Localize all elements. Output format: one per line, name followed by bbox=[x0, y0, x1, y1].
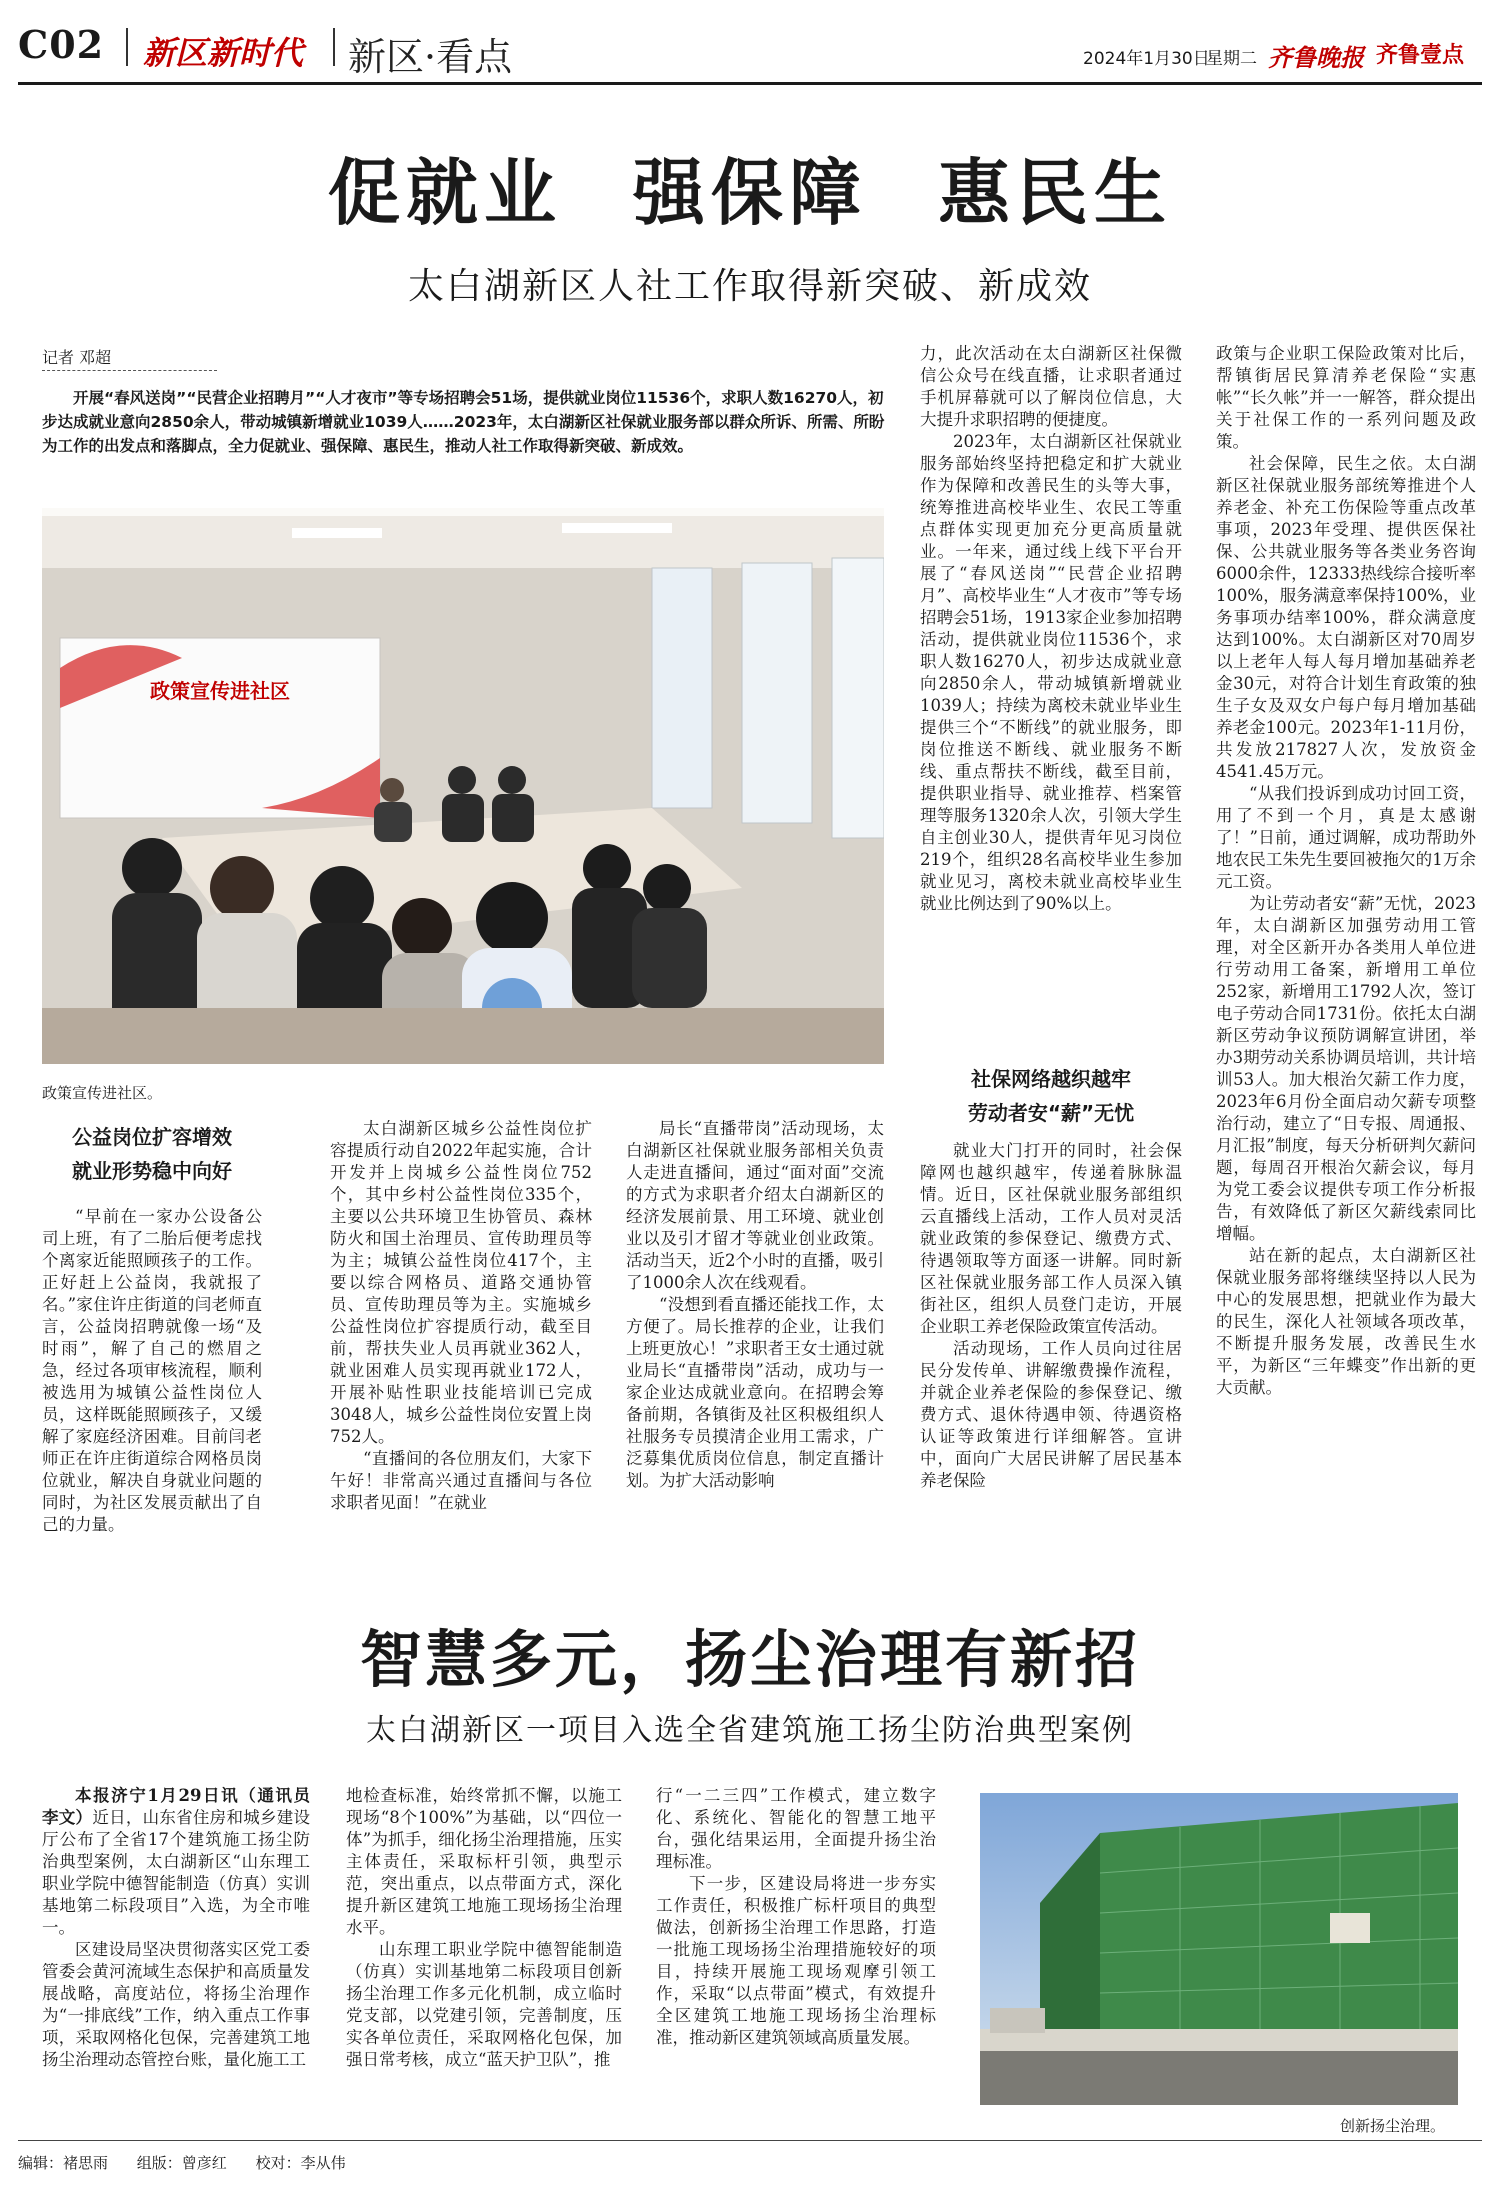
paper-name-logo: 齐鲁晚报 bbox=[1268, 43, 1364, 72]
article-paragraph: 下一步，区建设局将进一步夯实工作责任，积极推广标杆项目的典型做法，创新扬尘治理工作思路，打造一批施工现场扬尘治理措施较好的项目，持续开展施工现场观摩引领工作，采取“以点带面”模式，有效提升全区建筑工地施工现场扬尘治理标准，推动新区建筑领域高质量发展。 bbox=[656, 1874, 936, 2047]
article-paragraph: 为让劳动者安“薪”无忧，2023年，太白湖新区加强劳动用工管理，对全区新开办各类用人单位进行劳动用工备案，新增用工单位252家，新增用工1792人次，签订电子劳动合同1731份。依托太白湖新区劳动争议预防调解宣讲团，举办3期劳动关系协调员培训，共计培训53人。加大根治欠薪工作力度，2023年6月份全面启动欠薪专项整治行动，建立了“日专报、周通报、月汇报”制度，每天分析研判欠薪问题，每周召开根治欠薪会议，每月为党工委会议提供专项工作分析报告，有效降低了新区欠薪线索同比增幅。 bbox=[1216, 894, 1476, 1243]
story2-subheadline: 太白湖新区一项目入选全省建筑施工扬尘防治典型案例 bbox=[366, 1713, 1134, 1748]
article-paragraph: 太白湖新区城乡公益性岗位扩容提质行动自2022年起实施，合计开发并上岗城乡公益性岗位752个，其中乡村公益性岗位335个，主要以公共环境卫生协管员、森林防火和国土治理员、宣传助理员等为主；城镇公益性岗位417个，主要以综合网格员、道路交通协管员、宣传助理员等为主。实施城乡公益性岗位扩容提质行动，截至目前，帮扶失业人员再就业362人，就业困难人员实现再就业172人，开展补贴性职业技能培训已完成3048人，城乡公益性岗位安置上岗752人。 bbox=[330, 1119, 592, 1446]
article-paragraph: 站在新的起点，太白湖新区社保就业服务部将继续坚持以人民为中心的发展思想，把就业作为最大的民生，深化人社领域各项改革，不断提升服务发展，改善民生水平，为新区“三年蝶变”作出新的更大贡献。 bbox=[1216, 1246, 1476, 1397]
dateline: 本报济宁1月29日讯（通讯员 李文） bbox=[42, 1786, 310, 1827]
construction-photo-illustration bbox=[980, 1793, 1458, 2105]
article-paragraph: 就业大门打开的同时，社会保障网也越织越牢，传递着脉脉温情。近日，区社保就业服务部组织云直播线上活动，工作人员对灵活就业政策的参保登记、缴费方式、待遇领取等方面逐一讲解。同时新区社保就业服务部工作人员深入镇街社区，组织人员登门走访，开展企业职工养老保险政策宣传活动。 bbox=[920, 1141, 1182, 1336]
section-title: 新区·看点 bbox=[348, 35, 513, 79]
screen-banner-text: 政策宣传进社区 bbox=[150, 679, 290, 703]
article-paragraph: 力，此次活动在太白湖新区社保微信公众号在线直播，让求职者通过手机屏幕就可以了解岗位信息，大大提升求职招聘的便捷度。 bbox=[920, 344, 1182, 429]
layout-credit: 组版：曾彦红 bbox=[136, 2154, 227, 2172]
construction-photo bbox=[980, 1793, 1458, 2105]
article-paragraph: 行“一二三四”工作模式，建立数字化、系统化、智能化的智慧工地平台，强化结果运用，全面提升扬尘治理标准。 bbox=[656, 1786, 936, 1871]
article-column bbox=[920, 1140, 1182, 1570]
article-column bbox=[42, 1785, 310, 2130]
subhead-line: 社保网络越织越牢 bbox=[971, 1067, 1131, 1091]
masthead-rule bbox=[18, 82, 1482, 85]
article-column bbox=[330, 1118, 592, 1568]
footer-rule bbox=[18, 2140, 1482, 2141]
subhead-line: 就业形势稳中向好 bbox=[72, 1159, 232, 1183]
article-paragraph: 社会保障，民生之依。太白湖新区社保就业服务部统筹推进个人养老金、补充工伤保险等重点改革事项，2023年受理、提供医保社保、公共就业服务等各类业务咨询6000余件，12333热线综合接听率100%，服务满意率保持100%，业务事项办结率100%，群众满意度达到100%。太白湖新区对70周岁以上老年人每人每月增加基础养老金30元，对符合计划生育政策的独生子女及双女户每户每月增加基础养老金100元。2023年1-11月份，共发放217827人次，发放资金4541.45万元。 bbox=[1216, 454, 1476, 781]
article-paragraph: 山东理工职业学院中德智能制造（仿真）实训基地第二标段项目创新扬尘治理工作多元化机制，成立临时党支部，以党建引领，完善制度，压实各单位责任，采取网格化包保，加强日常考核，成立“蓝天护卫队”，推 bbox=[346, 1940, 622, 2069]
article-column bbox=[1216, 343, 1476, 1571]
issue-date: 2024年1月30日 bbox=[1083, 49, 1210, 69]
article-text: 近日，山东省住房和城乡建设厅公布了全省17个建筑施工扬尘防治典型案例，太白湖新区“山东理工职业学院中德智能制造（仿真）实训基地第二标段项目”入选，为全市唯一。 bbox=[42, 1808, 310, 1937]
article-paragraph: “从我们投诉到成功讨回工资，用了不到一个月，真是太感谢了！”日前，通过调解，成功帮助外地农民工朱先生要回被拖欠的1万余元工资。 bbox=[1216, 784, 1476, 891]
subhead-line: 劳动者安“薪”无忧 bbox=[967, 1101, 1135, 1125]
section-subhead bbox=[42, 1120, 262, 1188]
section-subhead bbox=[920, 1062, 1182, 1130]
subhead-line: 公益岗位扩容增效 bbox=[72, 1125, 232, 1149]
photo-caption: 政策宣传进社区。 bbox=[42, 1084, 163, 1102]
article-column bbox=[920, 343, 1182, 1051]
article-paragraph bbox=[42, 1785, 310, 1939]
editor-credit: 编辑：褚思雨 bbox=[18, 2154, 109, 2172]
meeting-photo bbox=[42, 508, 884, 1064]
reporter-byline: 记者 邓超 bbox=[42, 348, 112, 367]
construction-photo-caption: 创新扬尘治理。 bbox=[1340, 2117, 1446, 2135]
masthead-divider bbox=[126, 28, 128, 66]
page-number: C02 bbox=[18, 22, 105, 67]
article-paragraph: “没想到看直播还能找工作，太方便了。局长推荐的企业，让我们上班更放心！”求职者王女士通过就业局长“直播带岗”活动，成功与一家企业达成就业意向。在招聘会筹备前期，各镇街及社区积极组织人社服务专员摸清企业用工需求，广泛募集优质岗位信息，制定直播计划。为扩大活动影响 bbox=[626, 1295, 884, 1490]
article-paragraph: 区建设局坚决贯彻落实区党工委管委会黄河流域生态保护和高质量发展战略，高度站位，将扬尘治理作为“一排底线”工作，纳入重点工作事项，采取网格化包保，完善建筑工地扬尘治理动态管控台账，量化施工工 bbox=[42, 1940, 310, 2069]
paper-logo: 新区新时代 bbox=[143, 34, 304, 72]
article-paragraph: “早前在一家办公设备公司上班，有了二胎后便考虑找个离家近能照顾孩子的工作。正好赶上公益岗，我就报了名。”家住许庄街道的闫老师直言，公益岗招聘就像一场“及时雨”，解了自己的燃眉之急，经过各项审核流程，顺利被选用为城镇公益性岗位人员，这样既能照顾孩子，又缓解了家庭经济困难。目前闫老师正在许庄街道综合网格员岗位就业，解决自身就业问题的同时，为社区发展贡献出了自己的力量。 bbox=[42, 1207, 262, 1534]
proofreader-credit: 校对：李从伟 bbox=[255, 2154, 346, 2172]
story1-lead: 开展“春风送岗”“民营企业招聘月”“人才夜市”等专场招聘会51场，提供就业岗位11536个，求职人数16270人，初步达成就业意向2850余人，带动城镇新增就业1039人……2023年，太白湖新区社保就业服务部以群众所诉、所需、所盼为工作的出发点和落脚点，全力促就业、强保障、惠民生，推动人社工作取得新突破、新成效。 bbox=[42, 389, 885, 455]
issue-weekday: 星期二 bbox=[1206, 49, 1257, 69]
article-paragraph: “直播间的各位朋友们，大家下午好！非常高兴通过直播间与各位求职者见面！”在就业 bbox=[330, 1449, 592, 1512]
article-column bbox=[346, 1785, 622, 2130]
article-paragraph: 地检查标准，始终常抓不懈，以施工现场“8个100%”为基础，以“四位一体”为抓手，细化扬尘治理措施，压实主体责任，采取标杆引领，典型示范，突出重点，以点带面方式，深化提升新区建筑工地施工现场扬尘治理水平。 bbox=[346, 1786, 622, 1937]
byline-rule bbox=[42, 370, 217, 371]
article-paragraph: 局长“直播带岗”活动现场，太白湖新区社保就业服务部相关负责人走进直播间，通过“面对面”交流的方式为求职者介绍太白湖新区的经济发展前景、用工环境、就业创业以及引才留才等就业创业政策。活动当天，近2个小时的直播，吸引了1000余人次在线观看。 bbox=[626, 1119, 884, 1292]
meeting-photo-illustration bbox=[42, 508, 884, 1064]
article-column bbox=[42, 1206, 262, 1586]
story1-headline: 促就业 强保障 惠民生 bbox=[327, 150, 1173, 235]
article-column bbox=[626, 1118, 884, 1568]
article-paragraph: 活动现场，工作人员向过往居民分发传单、讲解缴费操作流程，并就企业养老保险的参保登记、缴费方式、退休待遇申领、待遇资格认证等政策进行详细解答。宣讲中，面向广大居民讲解了居民基本养老保险 bbox=[920, 1339, 1182, 1490]
page-footer bbox=[18, 2152, 370, 2173]
article-paragraph: 政策与企业职工保险政策对比后，帮镇街居民算清养老保险“实惠帐”“长久帐”并一一解答，群众提出关于社保工作的一系列问题及政策。 bbox=[1216, 344, 1476, 451]
masthead-divider bbox=[333, 28, 335, 66]
app-logo: 齐鲁壹点 bbox=[1376, 43, 1465, 68]
masthead bbox=[18, 22, 1482, 78]
article-paragraph: 2023年，太白湖新区社保就业服务部始终坚持把稳定和扩大就业作为保障和改善民生的头等大事，统筹推进高校毕业生、农民工等重点群体实现更加充分更高质量就业。一年来，通过线上线下平台开展了“春风送岗”“民营企业招聘月”、高校毕业生“人才夜市”等专场招聘会51场，1913家企业参加招聘活动，提供就业岗位11536个，求职人数16270人，初步达成就业意向2850余人，带动城镇新增就业1039人；持续为离校未就业毕业生提供三个“不断线”的就业服务，即岗位推送不断线、就业服务不断线、重点帮扶不断线，截至目前，提供职业指导、就业推荐、档案管理等服务1320余人次，引领大学生自主创业30人，提供青年见习岗位219个，组织28名高校毕业生参加就业见习，离校未就业高校毕业生就业比例达到了90%以上。 bbox=[920, 432, 1182, 913]
story2-headline: 智慧多元，扬尘治理有新招 bbox=[359, 1623, 1140, 1696]
article-column bbox=[656, 1785, 936, 2130]
story1-subheadline: 太白湖新区人社工作取得新突破、新成效 bbox=[407, 266, 1092, 307]
